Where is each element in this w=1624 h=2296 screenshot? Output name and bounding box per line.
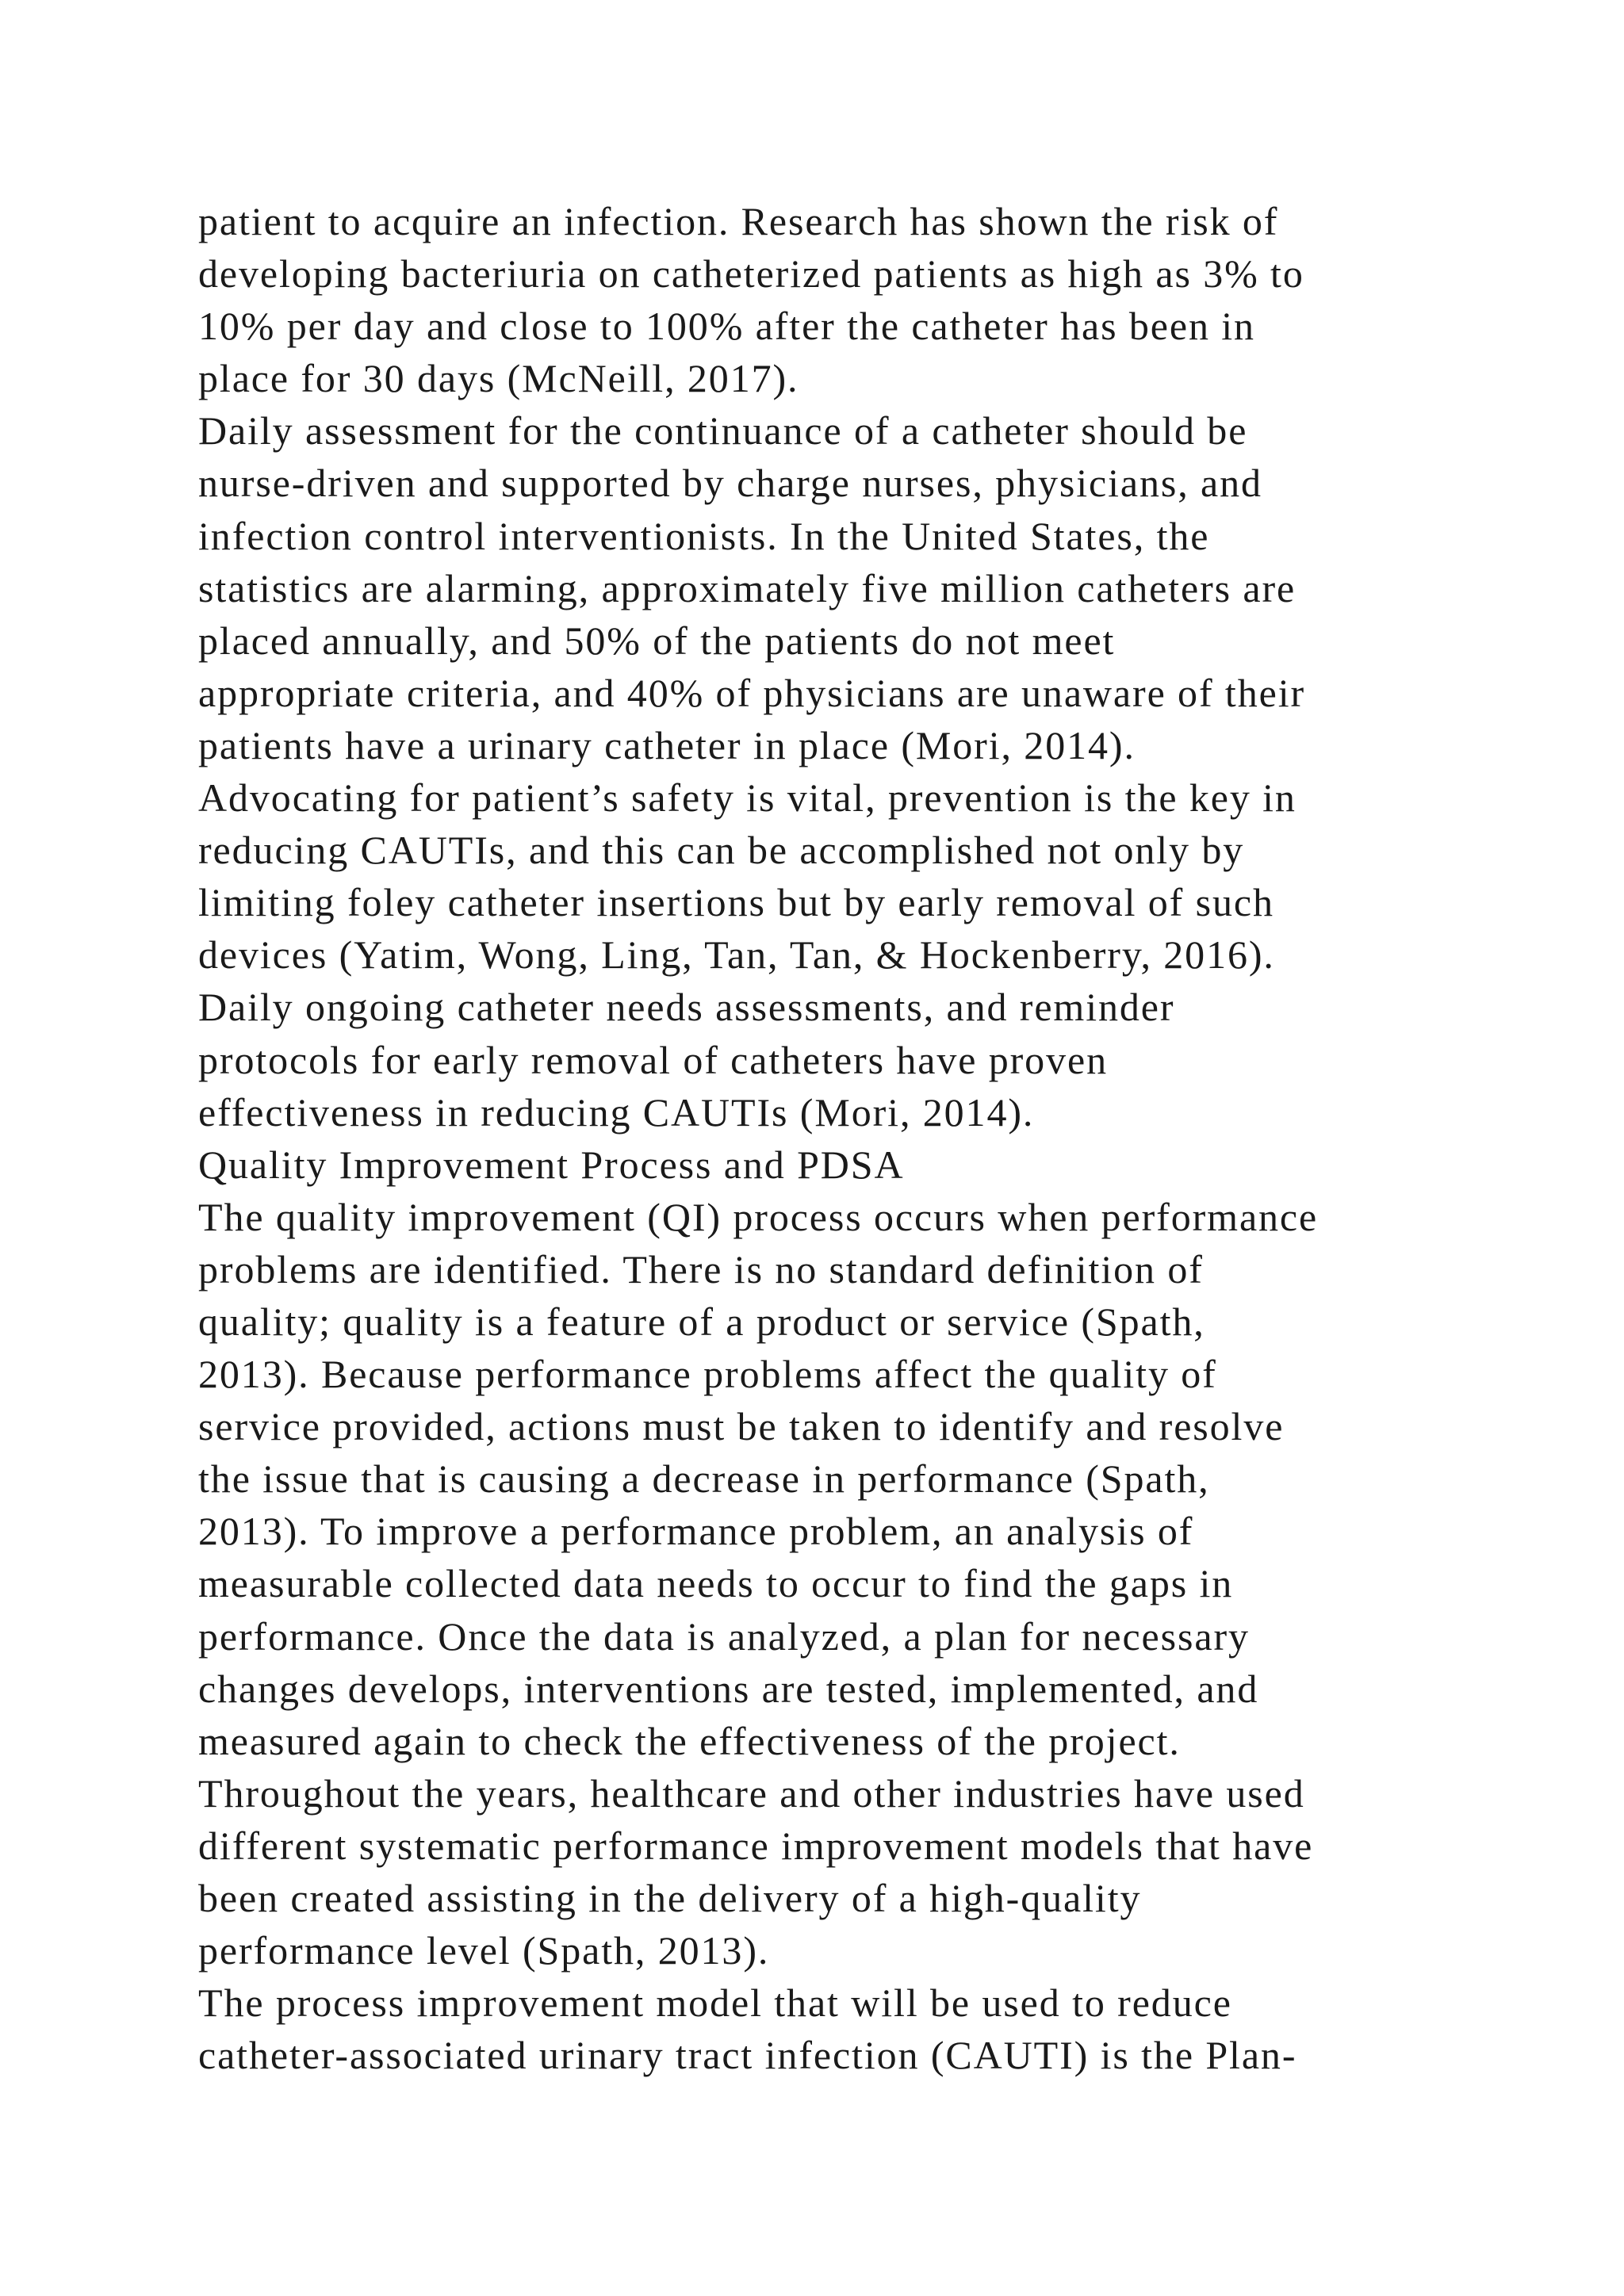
text-line: developing bacteriuria on catheterized patients as high as 3% to [198,251,1304,297]
text-line: been created assisting in the delivery of a high-quality [198,1876,1142,1920]
text-line: Daily assessment for the continuance of a catheter should be [198,408,1248,453]
text-line: measurable collected data needs to occur to find the gaps in [198,1561,1234,1606]
text-line: infection control interventionists. In the United States, the [198,513,1210,558]
text-line: The process improvement model that will be used to reduce [198,1980,1232,2026]
text-line: devices (Yatim, Wong, Ling, Tan, Tan, & Hockenberry, 2016). [198,932,1275,978]
text-line: Daily ongoing catheter needs assessments, and reminder [198,985,1175,1030]
body-text [198,195,1515,2081]
text-line: limiting foley catheter insertions but by early removal of such [198,880,1274,925]
text-line: effectiveness in reducing CAUTIs (Mori, 2014). [198,1089,1035,1135]
text-line: Advocating for patient’s safety is vital, prevention is the key in [198,775,1297,821]
text-line: patients have a urinary catheter in place (Mori, 2014). [198,722,1136,767]
section-heading: Quality Improvement Process and PDSA [198,1142,905,1187]
text-line: measured again to check the effectiveness of the project. [198,1718,1181,1763]
text-line: statistics are alarming, approximately five million catheters are [198,565,1297,610]
text-line: appropriate criteria, and 40% of physicians are unaware of their [198,670,1306,715]
text-line: performance level (Spath, 2013). [198,1928,770,1973]
text-line: place for 30 days (McNeill, 2017). [198,356,799,401]
text-line: changes develops, interventions are tested, implemented, and [198,1666,1259,1711]
text-line: placed annually, and 50% of the patients do not meet [198,618,1116,663]
text-line: quality; quality is a feature of a product or service (Spath, [198,1299,1205,1344]
text-line: protocols for early removal of catheters have proven [198,1037,1108,1082]
text-line: performance. Once the data is analyzed, a plan for necessary [198,1613,1250,1659]
text-line: The quality improvement (QI) process occurs when performance [198,1194,1319,1239]
text-line: catheter-associated urinary tract infection (CAUTI) is the Plan- [198,2033,1297,2078]
text-line: Throughout the years, healthcare and other industries have used [198,1770,1305,1816]
text-line: different systematic performance improvement models that have [198,1823,1314,1868]
text-line: the issue that is causing a decrease in performance (Spath, [198,1456,1210,1502]
text-line: patient to acquire an infection. Research has shown the risk of [198,199,1279,243]
text-line: nurse-driven and supported by charge nurses, physicians, and [198,461,1262,506]
text-line: 10% per day and close to 100% after the catheter has been in [198,304,1255,349]
text-line: 2013). To improve a performance problem, an analysis of [198,1509,1194,1554]
text-line: service provided, actions must be taken to identify and resolve [198,1404,1285,1449]
text-line: problems are identified. There is no standard definition of [198,1246,1204,1292]
text-line: 2013). Because performance problems affect the quality of [198,1352,1217,1397]
text-line: reducing CAUTIs, and this can be accomplished not only by [198,828,1245,873]
